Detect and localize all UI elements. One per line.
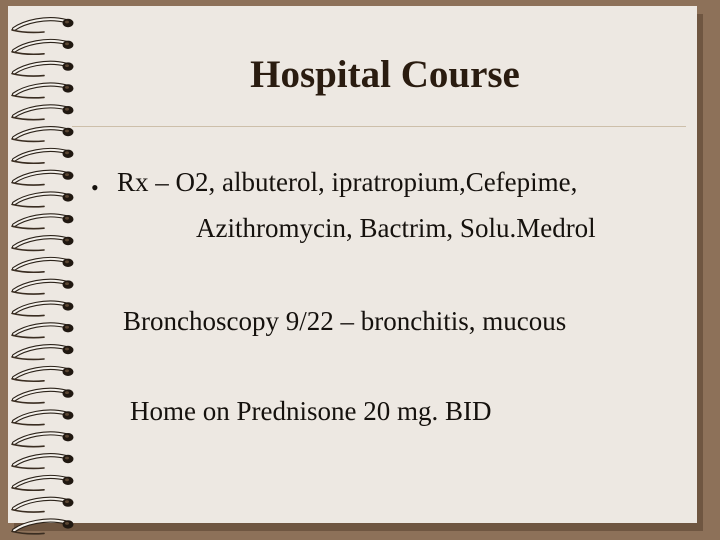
spiral-ring-icon <box>12 41 74 55</box>
spiral-ring-icon <box>12 193 74 207</box>
spiral-ring-icon <box>12 520 74 534</box>
title-divider <box>72 126 686 127</box>
spiral-ring-icon <box>12 215 74 229</box>
spiral-ring-icon <box>12 433 74 447</box>
spiral-ring-icon <box>12 106 74 120</box>
discharge-line: Home on Prednisone 20 mg. BID <box>130 396 492 426</box>
spiral-ring-icon <box>12 498 74 512</box>
spiral-ring-icon <box>12 19 74 33</box>
spiral-ring-icon <box>12 389 74 403</box>
spiral-ring-icon <box>12 346 74 360</box>
spiral-ring-icon <box>12 150 74 164</box>
rx-line-2: Azithromycin, Bactrim, Solu.Medrol <box>196 213 596 243</box>
spiral-ring-icon <box>12 455 74 469</box>
spiral-ring-icon <box>12 280 74 294</box>
spiral-ring-icon <box>12 324 74 338</box>
spiral-ring-icon <box>12 171 74 185</box>
bronchoscopy-line: Bronchoscopy 9/22 – bronchitis, mucous <box>123 306 567 336</box>
bullet-icon: • <box>91 175 99 200</box>
spiral-ring-icon <box>12 411 74 425</box>
spiral-ring-icon <box>12 477 74 491</box>
spiral-ring-icon <box>12 259 74 273</box>
spiral-ring-icon <box>12 62 74 76</box>
slide-title: Hospital Course <box>250 53 520 96</box>
spiral-ring-icon <box>12 368 74 382</box>
spiral-ring-icon <box>12 128 74 142</box>
spiral-ring-icon <box>12 237 74 251</box>
rx-line-1: Rx – O2, albuterol, ipratropium,Cefepime, <box>117 167 578 197</box>
spiral-ring-icon <box>12 302 74 316</box>
spiral-binding-icon <box>0 0 90 540</box>
spiral-ring-icon <box>12 84 74 98</box>
